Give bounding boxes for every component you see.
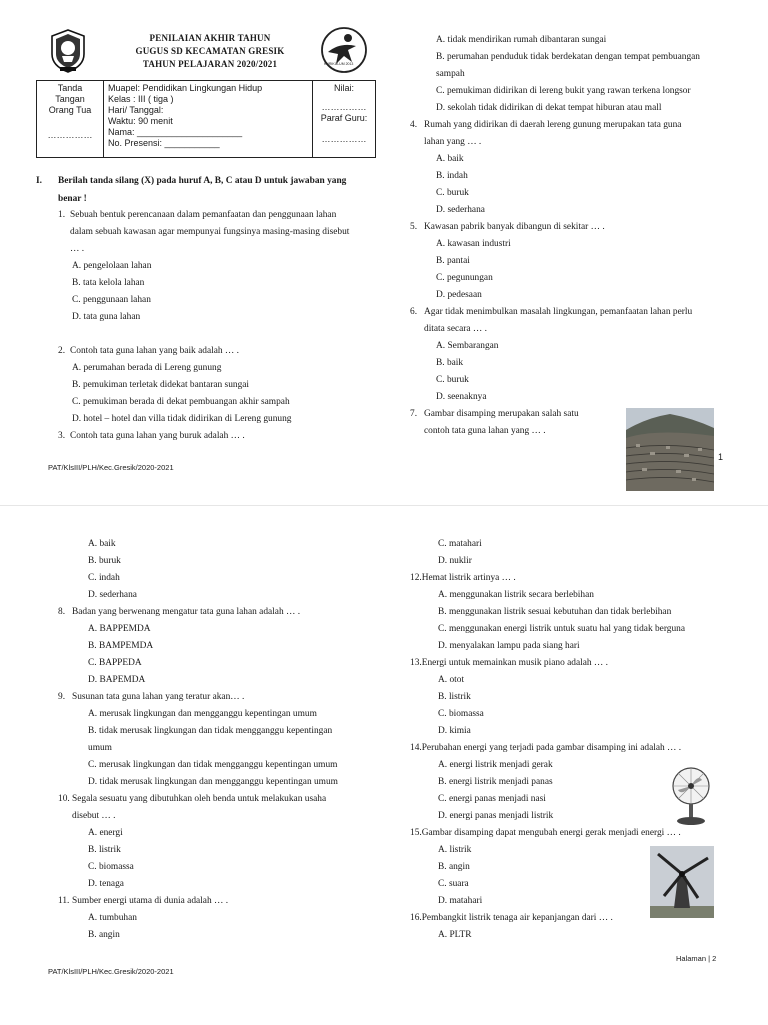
question-11 <box>58 893 388 944</box>
option-c[interactable]: C. energi panas menjadi nasi <box>438 794 546 804</box>
electric-fan-image <box>668 766 714 826</box>
page-2-footer: PAT/KlsIII/PLH/Kec.Gresik/2020-2021 <box>48 967 174 976</box>
question-number: 9. <box>58 692 66 702</box>
option-d[interactable]: D. matahari <box>438 896 483 906</box>
document-header <box>100 32 320 71</box>
option-d[interactable]: D. menyalakan lampu pada siang hari <box>438 641 580 651</box>
question-number: 16. <box>410 913 422 923</box>
option-a[interactable]: A. listrik <box>438 845 472 855</box>
question-8 <box>58 604 388 689</box>
option-a[interactable]: A. baik <box>436 154 464 164</box>
option-c[interactable]: C. menggunakan energi listrik untuk suatu hal yang tidak berguna <box>438 624 685 634</box>
question-text: ditata secara … . <box>424 324 487 334</box>
option-b[interactable]: B. menggunakan listrik sesuai kebutuhan dan tidak berlebihan <box>438 607 672 617</box>
option-c[interactable]: C. suara <box>438 879 469 889</box>
instruction-line-1: Berilah tanda silang (X) pada huruf A, B, C atau D untuk jawaban yang <box>58 176 347 186</box>
option-b[interactable]: B. energi listrik menjadi panas <box>438 777 553 787</box>
parent-sign-label-1: Tanda <box>57 83 83 93</box>
option-b-continued: sampah <box>436 69 465 79</box>
option-a[interactable]: A. tidak mendirikan rumah dibantaran sungai <box>436 35 607 45</box>
question-text: Sumber energi utama di dunia adalah … . <box>72 896 229 906</box>
header-line-2: GUGUS SD KECAMATAN GRESIK <box>135 46 285 56</box>
question-number: 1. <box>58 210 66 220</box>
option-a[interactable]: A. menggunakan listrik secara berlebihan <box>438 590 594 600</box>
question-number: 5. <box>410 222 418 232</box>
parent-sign-label-2: Tangan <box>55 94 85 104</box>
option-b[interactable]: B. listrik <box>438 692 471 702</box>
question-13 <box>410 655 750 740</box>
option-d[interactable]: D. hotel – hotel dan villa tidak didirikan di Lereng gunung <box>72 414 292 424</box>
score-label: Nilai: <box>333 83 354 93</box>
option-a[interactable]: A. BAPPEMDA <box>88 624 151 634</box>
question-5 <box>410 219 750 304</box>
attendance-number-field[interactable]: No. Presensi: ___________ <box>108 138 220 148</box>
time-label: Waktu: 90 menit <box>108 116 173 126</box>
question-text: Contoh tata guna lahan yang buruk adalah … . <box>70 431 245 441</box>
option-a[interactable]: A. energi listrik menjadi gerak <box>438 760 553 770</box>
question-7 <box>410 406 610 440</box>
windmill-photo <box>650 846 714 918</box>
option-b[interactable]: B. tidak merusak lingkungan dan tidak mengganggu kepentingan <box>88 726 333 736</box>
option-a[interactable]: A. pengelolaan lahan <box>72 261 152 271</box>
header-line-3: TAHUN PELAJARAN 2020/2021 <box>142 59 278 69</box>
hillside-settlement-photo <box>626 408 714 491</box>
option-a[interactable]: A. tumbuhan <box>88 913 137 923</box>
option-d[interactable]: D. tidak merusak lingkungan dan mengganggu kepentingan umum <box>88 777 338 787</box>
option-c[interactable]: C. BAPPEDA <box>88 658 142 668</box>
option-b[interactable]: B. indah <box>436 171 468 181</box>
option-d[interactable]: D. BAPEMDA <box>88 675 146 685</box>
question-text: Kawasan pabrik banyak dibangun di sekitar … . <box>424 222 605 232</box>
question-text: Rumah yang didirikan di daerah lereng gunung merupakan tata guna <box>424 120 682 130</box>
question-text: Pembangkit listrik tenaga air kepanjangan dari … . <box>421 913 613 923</box>
page-2 <box>0 505 768 1025</box>
option-b[interactable]: B. angin <box>438 862 470 872</box>
teacher-sign-label: Paraf Guru: <box>320 113 368 123</box>
question-text: contoh tata guna lahan yang … . <box>424 426 546 436</box>
question-number: 2. <box>58 346 66 356</box>
question-number: 7. <box>410 409 418 419</box>
question-text: Perubahan energi yang terjadi pada gambar disamping ini adalah … . <box>421 743 682 753</box>
page-1 <box>0 0 768 505</box>
section-roman-numeral: I. <box>36 176 42 186</box>
option-c[interactable]: C. pemukiman didirikan di lereng bukit yang rawan terkena longsor <box>436 86 691 96</box>
option-d[interactable]: D. sederhana <box>436 205 485 215</box>
option-a[interactable]: A. Sembarangan <box>436 341 499 351</box>
question-text: Sebuah bentuk perencanaan dalam pemanfaatan dan penggunaan lahan <box>70 210 337 220</box>
question-1 <box>58 207 378 326</box>
option-d[interactable]: D. sekolah tidak didirikan di dekat tempat hiburan atau mall <box>436 103 662 113</box>
curriculum-logo-text: KURIKULUM 2013 <box>324 62 354 66</box>
question-text: Segala sesuatu yang dibutuhkan oleh benda untuk melakukan usaha <box>72 794 327 804</box>
instruction-line-2: benar ! <box>58 194 87 204</box>
parent-sign-line: …………… <box>47 130 93 140</box>
option-d[interactable]: D. tata guna lahan <box>72 312 141 322</box>
option-a[interactable]: A. kawasan industri <box>436 239 511 249</box>
option-c[interactable]: C. matahari <box>438 539 482 549</box>
question-text: Gambar disamping merupakan salah satu <box>424 409 579 419</box>
page-2-number: Halaman | 2 <box>676 954 717 963</box>
option-b[interactable]: B. BAMPEMDA <box>88 641 154 651</box>
option-b-continued: umum <box>88 743 112 753</box>
question-3-options <box>410 32 750 117</box>
option-c[interactable]: C. biomassa <box>438 709 484 719</box>
question-number: 6. <box>410 307 418 317</box>
question-9 <box>58 689 388 791</box>
option-c[interactable]: C. buruk <box>436 375 469 385</box>
option-c[interactable]: C. pegunungan <box>436 273 493 283</box>
question-number: 10. <box>58 794 70 804</box>
question-text: lahan yang … . <box>424 137 482 147</box>
header-line-1: PENILAIAN AKHIR TAHUN <box>149 33 271 43</box>
question-number: 11. <box>58 896 70 906</box>
question-16 <box>410 910 750 944</box>
question-number: 8. <box>58 607 66 617</box>
page-1-number: 1 <box>718 452 724 462</box>
option-b[interactable]: B. listrik <box>88 845 121 855</box>
question-number: 15. <box>410 828 422 838</box>
option-d[interactable]: D. sederhana <box>88 590 137 600</box>
option-c[interactable]: C. indah <box>88 573 120 583</box>
question-text: Gambar disamping dapat mengubah energi gerak menjadi energi … . <box>421 828 681 838</box>
question-12 <box>410 570 750 655</box>
question-text: … . <box>70 244 85 254</box>
option-d[interactable]: D. seenaknya <box>436 392 487 402</box>
option-b[interactable]: B. angin <box>88 930 120 940</box>
student-info-box <box>36 80 376 158</box>
class-label: Kelas : III ( tiga ) <box>108 94 174 104</box>
question-11-options-continued <box>410 536 750 570</box>
question-text: disebut … . <box>72 811 116 821</box>
regency-crest-logo <box>48 28 88 74</box>
option-a[interactable]: A. PLTR <box>438 930 472 940</box>
question-text: dalam sebuah kawasan agar mempunyai fungsinya masing-masing disebut <box>70 227 350 237</box>
page-1-footer: PAT/KlsIII/PLH/Kec.Gresik/2020-2021 <box>48 463 174 472</box>
question-number: 3. <box>58 431 66 441</box>
question-number: 13. <box>410 658 422 668</box>
option-b[interactable]: B. pantai <box>436 256 470 266</box>
option-d[interactable]: D. pedesaan <box>436 290 482 300</box>
option-d[interactable]: D. nuklir <box>438 556 472 566</box>
option-a[interactable]: A. perumahan berada di Lereng gunung <box>72 363 222 373</box>
question-6 <box>410 304 750 406</box>
option-a[interactable]: A. energi <box>88 828 123 838</box>
option-d[interactable]: D. tenaga <box>88 879 124 889</box>
question-2 <box>58 343 378 445</box>
question-4 <box>410 117 750 219</box>
option-d[interactable]: D. energi panas menjadi listrik <box>438 811 554 821</box>
option-d[interactable]: D. kimia <box>438 726 471 736</box>
score-line: …………… <box>321 102 367 112</box>
question-text: Energi untuk memainkan musik piano adalah … . <box>421 658 608 668</box>
question-text: Hemat listrik artinya … . <box>421 573 516 583</box>
question-number: 4. <box>410 120 418 130</box>
option-b[interactable]: B. tata kelola lahan <box>72 278 145 288</box>
option-c[interactable]: C. merusak lingkungan dan tidak mengganggu kepentingan umum <box>88 760 338 770</box>
subject-info-cell <box>104 81 313 158</box>
section-instruction <box>36 173 346 190</box>
option-b[interactable]: B. perumahan penduduk tidak berdekatan dengan tempat pembuangan <box>436 52 700 62</box>
question-7-options <box>58 536 388 604</box>
option-c[interactable]: C. biomassa <box>88 862 134 872</box>
question-number: 14. <box>410 743 422 753</box>
parent-signature-cell <box>37 81 104 158</box>
option-b[interactable]: B. baik <box>436 358 464 368</box>
option-b[interactable]: B. buruk <box>88 556 121 566</box>
date-label: Hari/ Tanggal: <box>108 105 164 115</box>
option-b[interactable]: B. pemukiman terletak didekat bantaran sungai <box>72 380 250 390</box>
option-a[interactable]: A. baik <box>88 539 116 549</box>
name-field[interactable]: Nama: _____________________ <box>108 127 243 137</box>
option-a[interactable]: A. otot <box>438 675 465 685</box>
question-text: Agar tidak menimbulkan masalah lingkungan, pemanfaatan lahan perlu <box>424 307 693 317</box>
question-text: Contoh tata guna lahan yang baik adalah … . <box>70 346 239 356</box>
question-text: Susunan tata guna lahan yang teratur akan… . <box>72 692 245 702</box>
question-number: 12. <box>410 573 422 583</box>
question-10 <box>58 791 388 893</box>
option-c[interactable]: C. buruk <box>436 188 469 198</box>
teacher-sign-line: …………… <box>321 134 367 144</box>
curriculum-logo <box>318 26 370 74</box>
parent-sign-label-3: Orang Tua <box>48 105 92 115</box>
option-a[interactable]: A. merusak lingkungan dan mengganggu kepentingan umum <box>88 709 317 719</box>
option-c[interactable]: C. pemukiman berada di dekat pembuangan akhir sampah <box>72 397 290 407</box>
subject-label: Muapel: Pendidikan Lingkungan Hidup <box>108 83 263 93</box>
score-cell <box>313 81 376 158</box>
option-c[interactable]: C. penggunaan lahan <box>72 295 151 305</box>
question-text: Badan yang berwenang mengatur tata guna lahan adalah … . <box>72 607 301 617</box>
